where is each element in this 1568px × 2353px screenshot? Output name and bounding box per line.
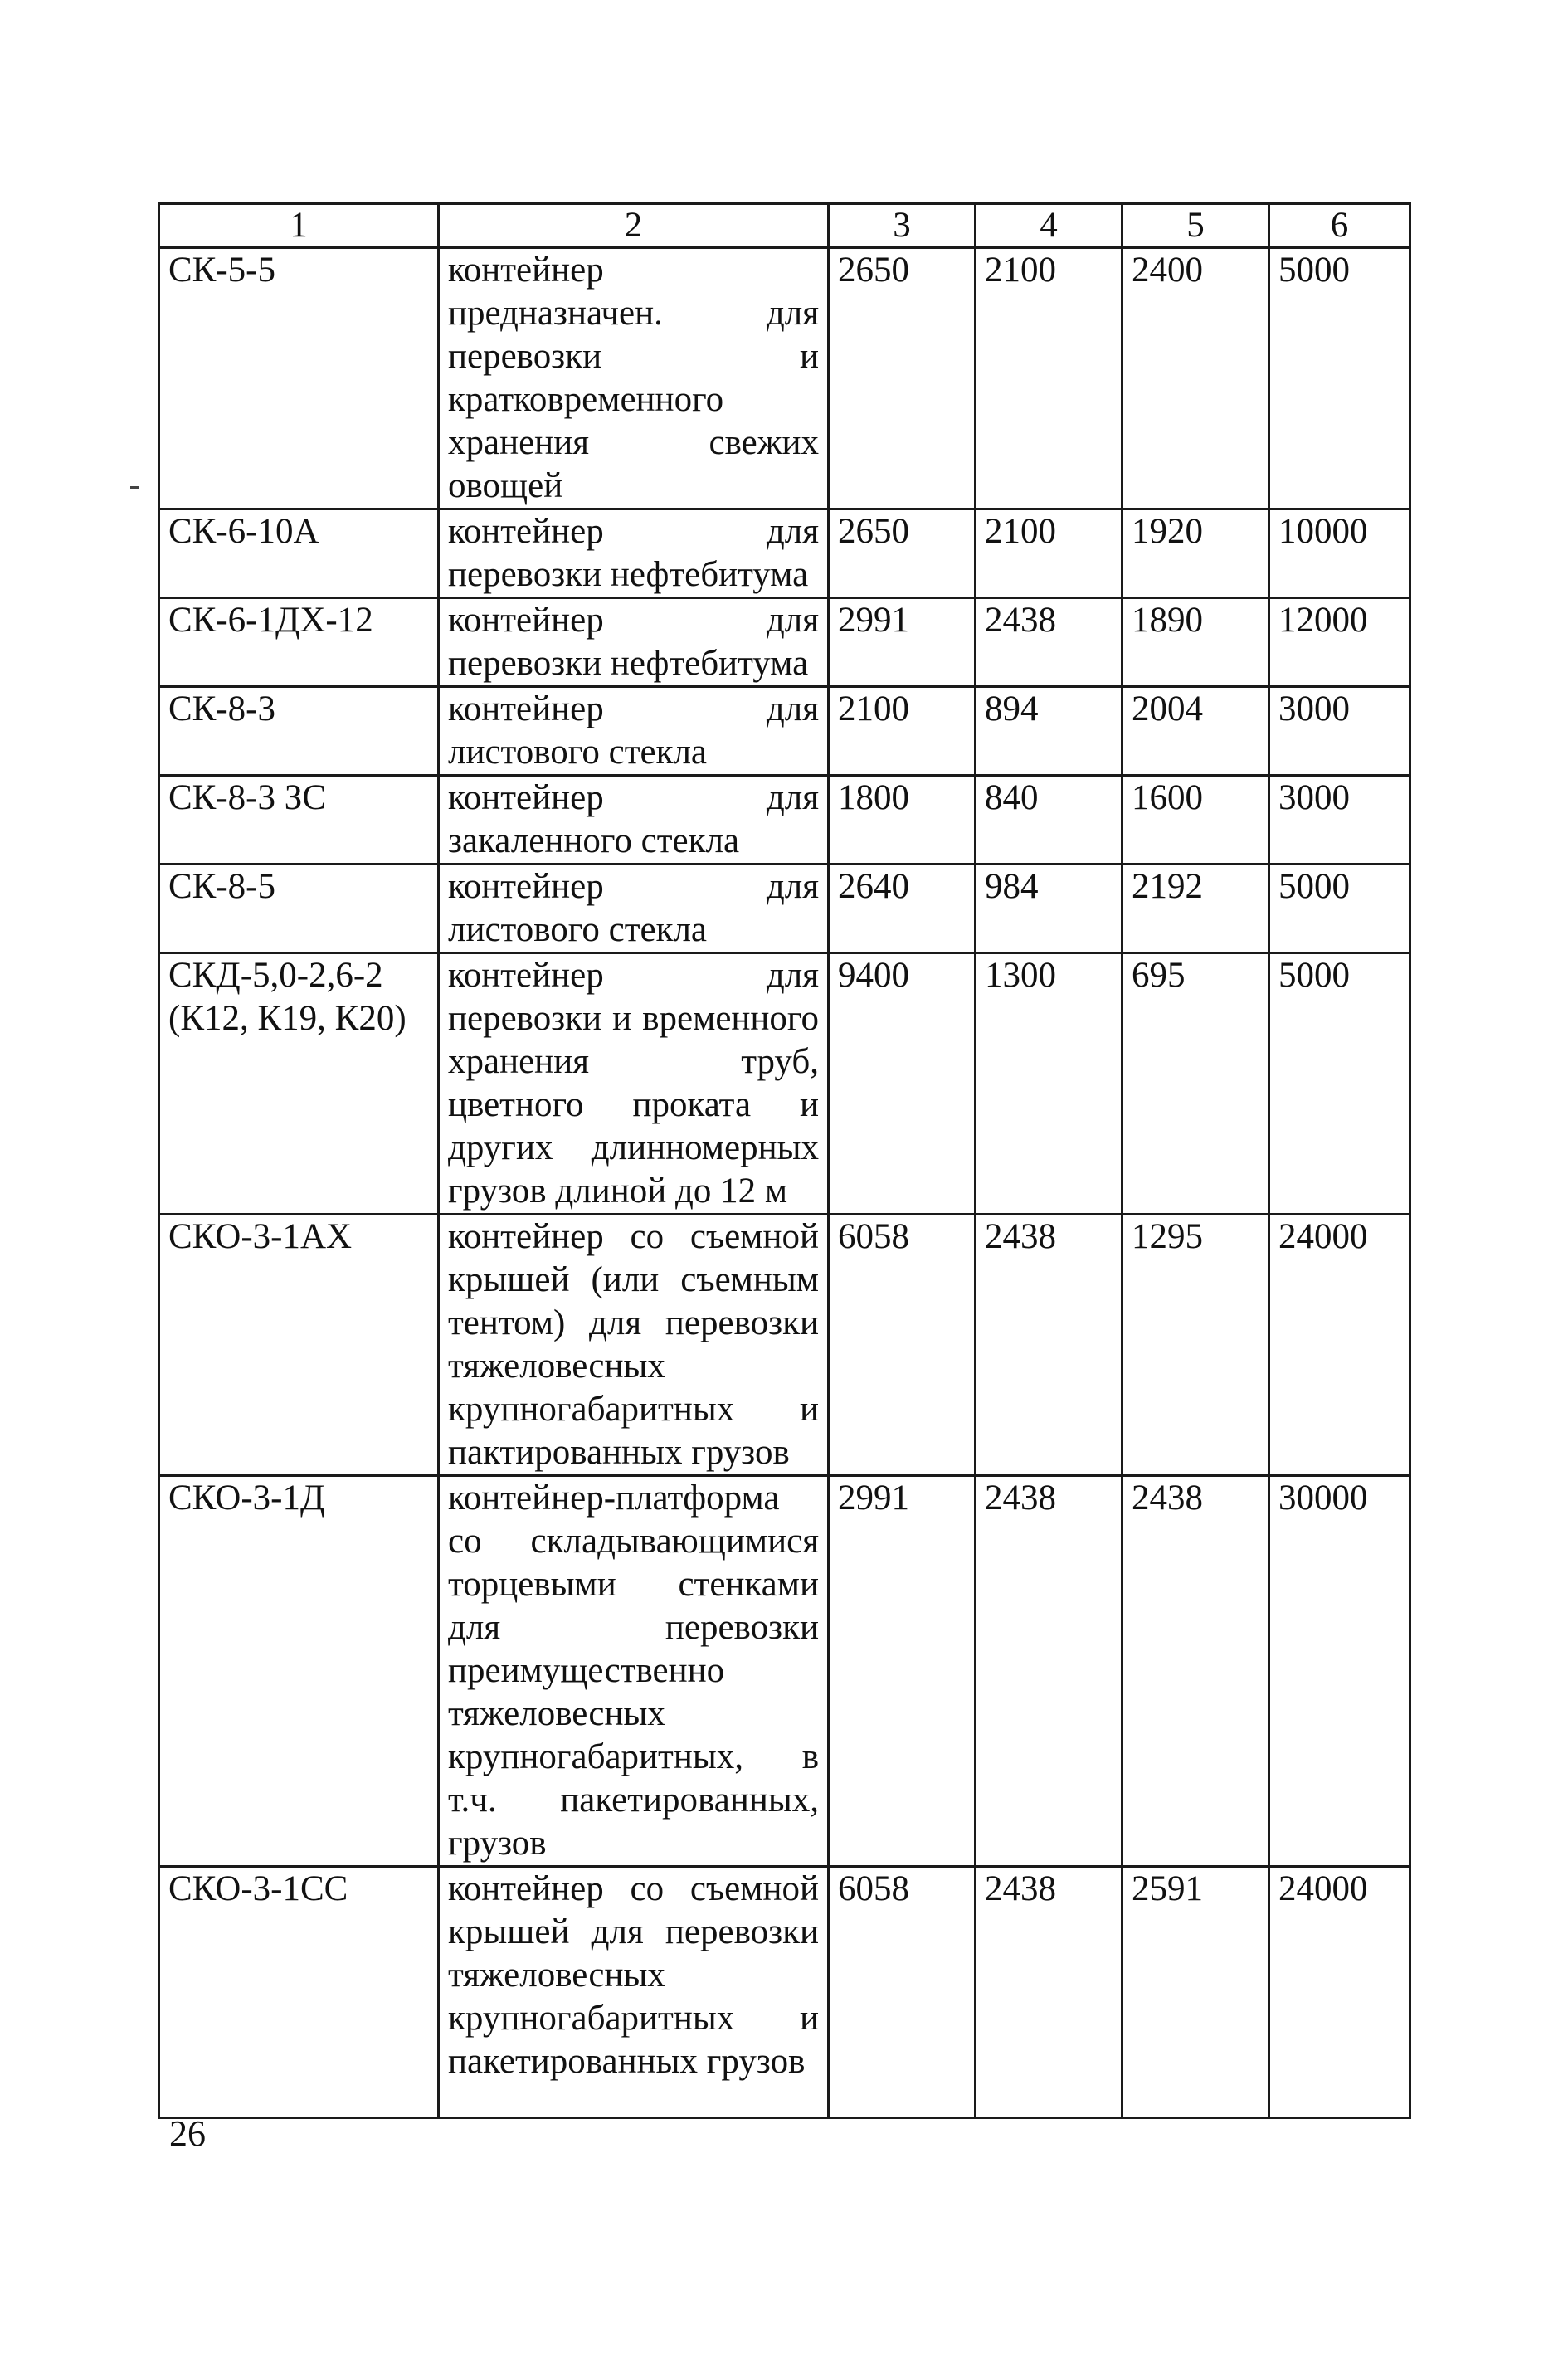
column-header-1: 1 xyxy=(159,204,439,248)
value-col-4: 1300 xyxy=(976,953,1122,1215)
value-col-3: 1800 xyxy=(829,776,976,865)
value-col-3: 2650 xyxy=(829,509,976,598)
value-col-3: 2991 xyxy=(829,1476,976,1867)
container-code: СКД-5,0-2,6-2 (К12, К19, К20) xyxy=(159,953,439,1215)
value-col-4: 2438 xyxy=(976,1867,1122,2118)
value-col-5: 2591 xyxy=(1122,1867,1269,2118)
value-col-5: 1920 xyxy=(1122,509,1269,598)
value-col-5: 1600 xyxy=(1122,776,1269,865)
table-row xyxy=(159,687,1410,776)
value-col-4: 2100 xyxy=(976,248,1122,509)
value-col-6: 24000 xyxy=(1269,1215,1410,1476)
container-code: СКО-3-1СС xyxy=(159,1867,439,2118)
table-row xyxy=(159,1867,1410,2118)
container-code: СК-8-3 ЗС xyxy=(159,776,439,865)
column-header-2: 2 xyxy=(439,204,829,248)
value-col-6: 12000 xyxy=(1269,598,1410,687)
header-row xyxy=(159,204,1410,248)
value-col-3: 6058 xyxy=(829,1215,976,1476)
table-row xyxy=(159,865,1410,953)
table-row xyxy=(159,953,1410,1215)
table-row xyxy=(159,1215,1410,1476)
value-col-4: 2438 xyxy=(976,1476,1122,1867)
value-col-3: 2640 xyxy=(829,865,976,953)
value-col-5: 1890 xyxy=(1122,598,1269,687)
value-col-4: 2438 xyxy=(976,598,1122,687)
container-code: СК-6-1ДХ-12 xyxy=(159,598,439,687)
value-col-6: 5000 xyxy=(1269,865,1410,953)
value-col-6: 30000 xyxy=(1269,1476,1410,1867)
value-col-5: 2192 xyxy=(1122,865,1269,953)
value-col-6: 10000 xyxy=(1269,509,1410,598)
column-header-6: 6 xyxy=(1269,204,1410,248)
container-description: контейнер со съемной крышей (или съемным тентом) для перевозки тяжеловесных крупногабаритных и пактированных грузов xyxy=(439,1215,829,1476)
container-description: контейнер для листового стекла xyxy=(439,865,829,953)
value-col-3: 2991 xyxy=(829,598,976,687)
value-col-4: 840 xyxy=(976,776,1122,865)
container-description: контейнер для перевозки и временного хранения труб, цветного проката и других длинномерных грузов длиной до 12 м xyxy=(439,953,829,1215)
table-row xyxy=(159,248,1410,509)
table-row xyxy=(159,1476,1410,1867)
container-code: СК-6-10А xyxy=(159,509,439,598)
container-description: контейнер для листового стекла xyxy=(439,687,829,776)
margin-mark xyxy=(130,486,139,489)
container-code: СКО-3-1Д xyxy=(159,1476,439,1867)
value-col-5: 1295 xyxy=(1122,1215,1269,1476)
container-spec-table xyxy=(158,202,1411,2119)
table-row xyxy=(159,598,1410,687)
column-header-3: 3 xyxy=(829,204,976,248)
value-col-5: 2438 xyxy=(1122,1476,1269,1867)
container-description: контейнер со съемной крышей для перевозки тяжеловесных крупногабаритных и пакетированных грузов xyxy=(439,1867,829,2118)
value-col-3: 2650 xyxy=(829,248,976,509)
value-col-4: 2438 xyxy=(976,1215,1122,1476)
value-col-6: 5000 xyxy=(1269,953,1410,1215)
container-code: СКО-3-1АХ xyxy=(159,1215,439,1476)
table-row xyxy=(159,776,1410,865)
container-code: СК-5-5 xyxy=(159,248,439,509)
value-col-4: 894 xyxy=(976,687,1122,776)
value-col-3: 2100 xyxy=(829,687,976,776)
column-header-4: 4 xyxy=(976,204,1122,248)
container-description: контейнер-платформа со складывающимися торцевыми стенками для перевозки преимущественно тяжеловесных крупногабаритных, в т.ч. пакетированных, грузов xyxy=(439,1476,829,1867)
value-col-6: 24000 xyxy=(1269,1867,1410,2118)
value-col-6: 3000 xyxy=(1269,687,1410,776)
container-description: контейнер для закаленного стекла xyxy=(439,776,829,865)
container-description: контейнер предназначен. для перевозки и кратковременного хранения свежих овощей xyxy=(439,248,829,509)
value-col-5: 2004 xyxy=(1122,687,1269,776)
value-col-4: 2100 xyxy=(976,509,1122,598)
value-col-3: 9400 xyxy=(829,953,976,1215)
value-col-4: 984 xyxy=(976,865,1122,953)
value-col-6: 5000 xyxy=(1269,248,1410,509)
value-col-6: 3000 xyxy=(1269,776,1410,865)
table-row xyxy=(159,509,1410,598)
container-code: СК-8-5 xyxy=(159,865,439,953)
page-number: 26 xyxy=(169,2113,206,2154)
column-header-5: 5 xyxy=(1122,204,1269,248)
value-col-5: 2400 xyxy=(1122,248,1269,509)
container-description: контейнер для перевозки нефтебитума xyxy=(439,598,829,687)
container-code: СК-8-3 xyxy=(159,687,439,776)
value-col-5: 695 xyxy=(1122,953,1269,1215)
container-description: контейнер для перевозки нефтебитума xyxy=(439,509,829,598)
value-col-3: 6058 xyxy=(829,1867,976,2118)
